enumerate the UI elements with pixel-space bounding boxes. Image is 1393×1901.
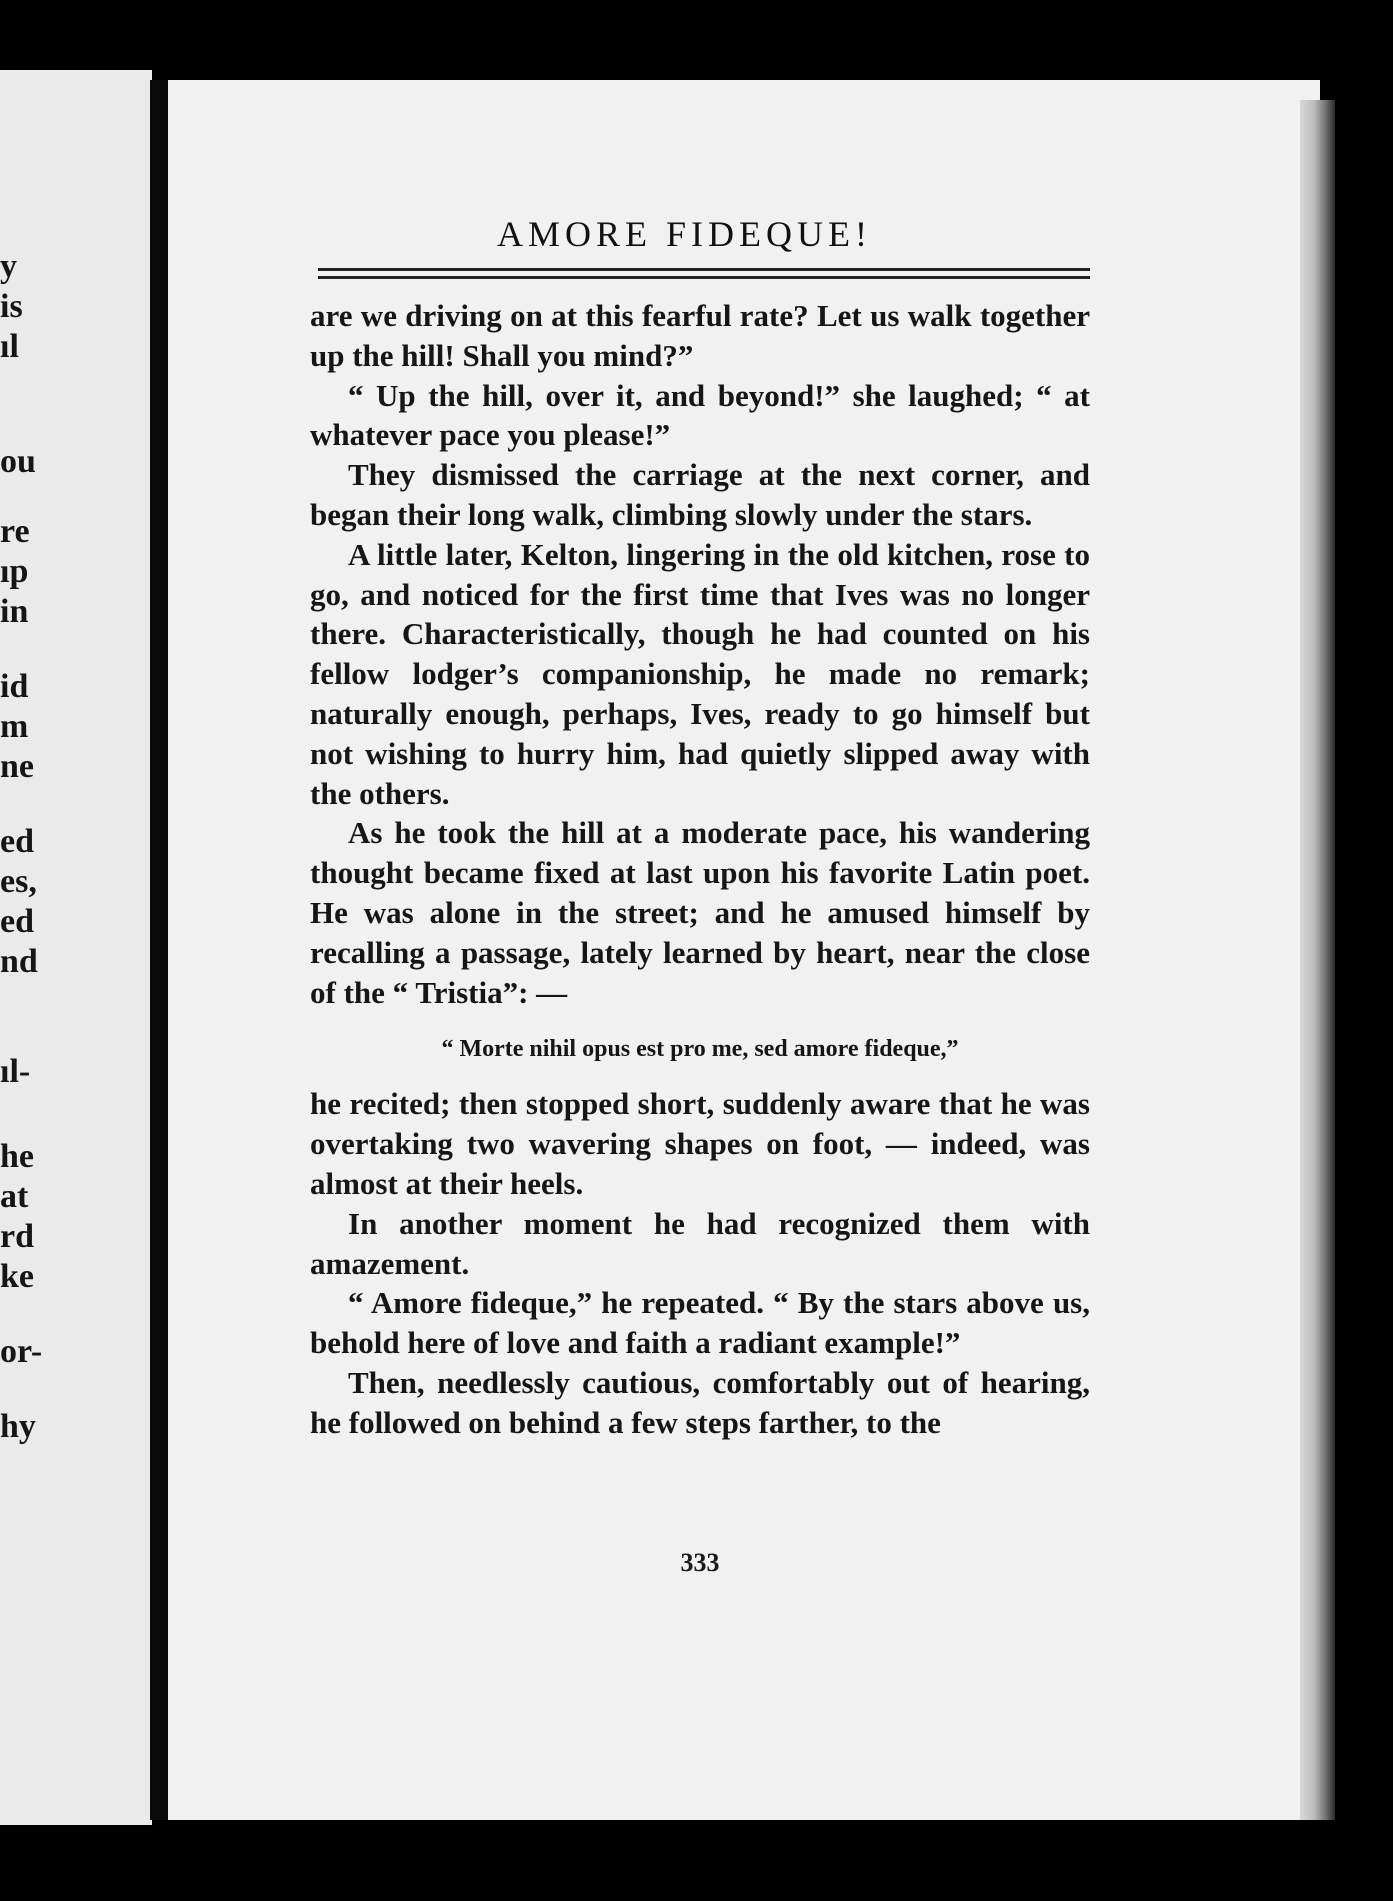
left-fragment: ou — [0, 443, 36, 480]
left-fragment: he — [0, 1138, 34, 1175]
paragraph: Then, needlessly cautious, comfortably out of hearing, he followed on behind a few steps farther, to the — [310, 1364, 1090, 1440]
left-fragment: nd — [0, 943, 38, 980]
paragraph: “ Amore fideque,” he repeated. “ By the stars above us, behold here of love and faith a radiant example!” — [310, 1285, 1090, 1361]
paragraph: are we driving on at this fearful rate? Let us walk together up the hill! Shall you mind?” — [310, 298, 1090, 373]
left-fragment: hy — [0, 1408, 36, 1445]
paragraph: They dismissed the carriage at the next corner, and began their long walk, climbing slowly under the stars. — [310, 457, 1090, 532]
left-fragment: is — [0, 288, 23, 325]
page-number: 333 — [680, 1548, 720, 1577]
left-fragment: re — [0, 513, 30, 550]
body-text — [310, 296, 1090, 1443]
left-fragment: ıl- — [0, 1053, 31, 1090]
paragraph: As he took the hill at a moderate pace, his wandering thought became fixed at last upon his favorite Latin poet. He was alone in the street; and he amused himself by recalling a passage, lately learned by heart, near the close of the “ Tristia”: — — [310, 815, 1090, 1010]
left-fragment: ıl — [0, 328, 19, 365]
left-fragment: y — [0, 248, 17, 285]
left-fragment: ed — [0, 903, 34, 940]
paragraph: he recited; then stopped short, suddenly aware that he was overtaking two wavering shapes on foot, — indeed, was almost at their heels. — [310, 1086, 1090, 1201]
paragraph: “ Up the hill, over it, and beyond!” she laughed; “ at whatever pace you please!” — [310, 377, 1090, 453]
page-edge-stack — [1300, 100, 1335, 1820]
left-fragment: es, — [0, 863, 37, 900]
left-fragment: m — [0, 708, 29, 745]
left-fragment: id — [0, 668, 29, 705]
header-rule-bottom — [318, 276, 1090, 279]
left-fragment: ıp — [0, 553, 29, 590]
left-fragment: ed — [0, 823, 34, 860]
left-fragment: at — [0, 1178, 29, 1215]
left-fragment: ke — [0, 1258, 34, 1295]
header-rule-top — [318, 268, 1090, 271]
left-fragment: rd — [0, 1218, 34, 1255]
left-fragment: ne — [0, 748, 34, 785]
verse-quote: “ Morte nihil opus est pro me, sed amore fideque,” — [441, 1036, 959, 1063]
left-fragment: in — [0, 593, 29, 630]
book-gutter — [150, 80, 170, 1820]
running-head: AMORE FIDEQUE! — [497, 214, 872, 254]
paragraph: In another moment he had recognized them with amazement. — [310, 1205, 1090, 1281]
paragraph: A little later, Kelton, lingering in the old kitchen, rose to go, and noticed for the first time that Ives was no longer there. Characteristically, though he had counted on his fellow lodger’s companionship, he made no remark; naturally enough, perhaps, Ives, ready to go himself but not wishing to hurry him, had quietly slipped away with the others. — [310, 536, 1090, 811]
left-fragment: or- — [0, 1333, 43, 1370]
